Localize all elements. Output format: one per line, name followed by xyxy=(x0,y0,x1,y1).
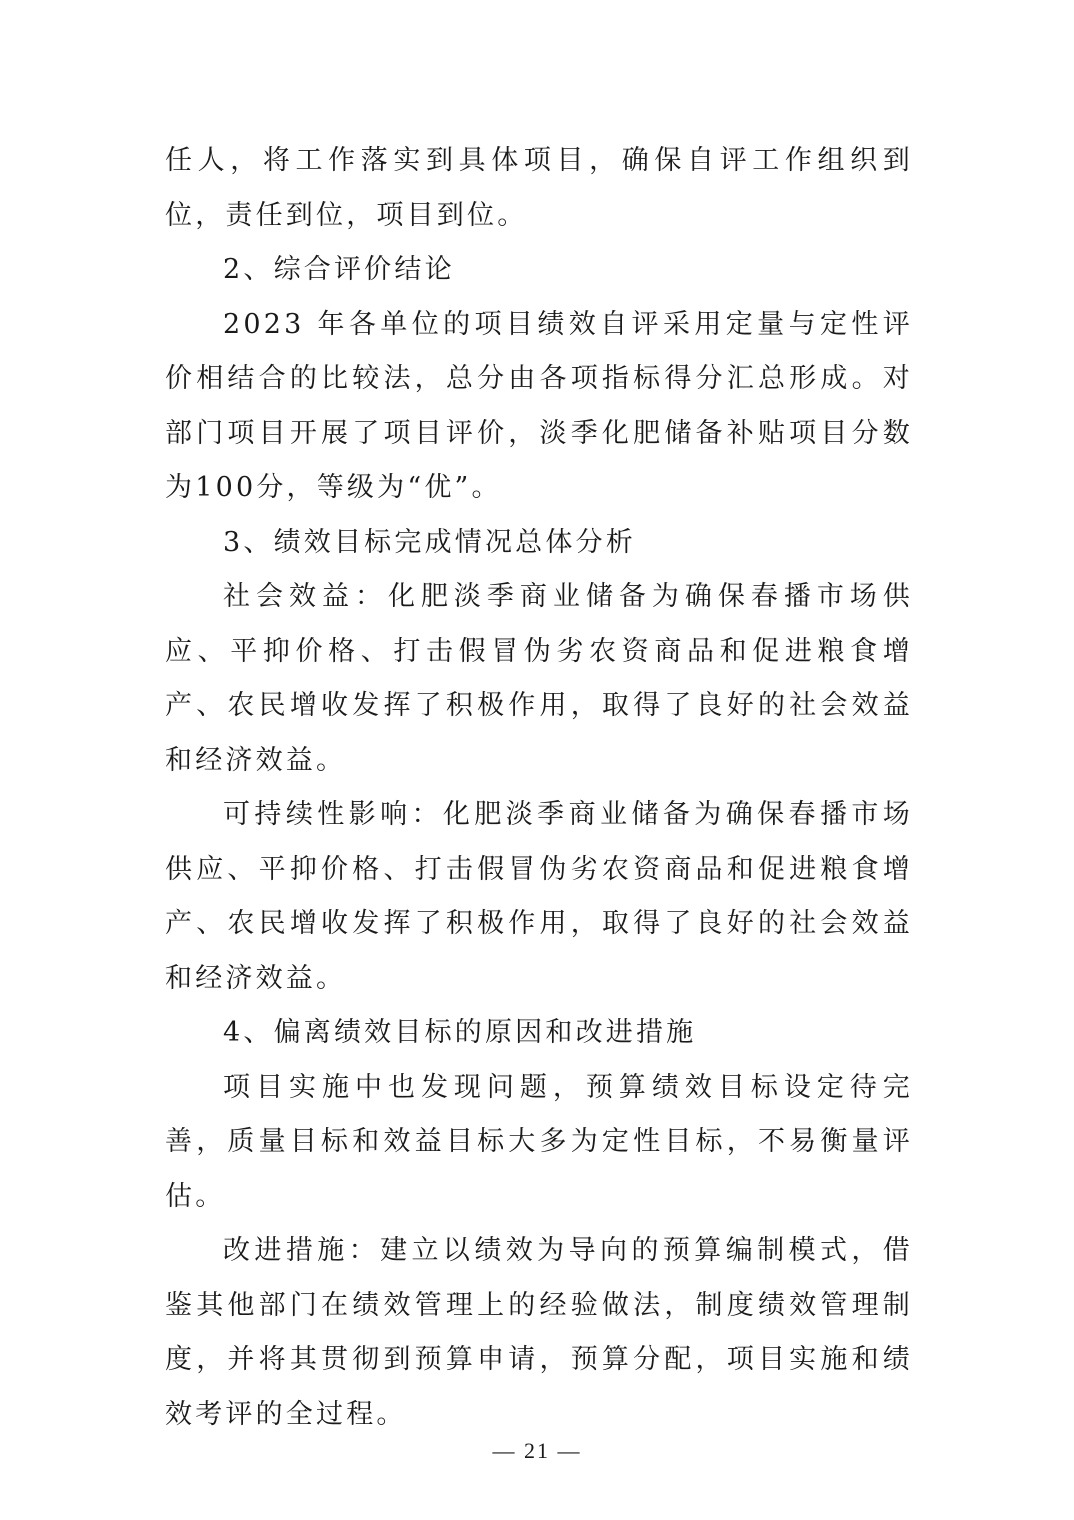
paragraph-continuation: 任人，将工作落实到具体项目，确保自评工作组织到位，责任到位，项目到位。 xyxy=(165,145,913,231)
paragraph-evaluation-conclusion: 2023 年各单位的项目绩效自评采用定量与定性评价相结合的比较法，总分由各项指标得分汇总形成。对部门项目开展了项目评价，淡季化肥储备补贴项目分数为100分，等级为“优”。 xyxy=(165,308,913,503)
paragraph-social-benefit: 社会效益：化肥淡季商业储备为确保春播市场供应、平抑价格、打击假冒伪劣农资商品和促进粮食增产、农民增收发挥了积极作用，取得了良好的社会效益和经济效益。 xyxy=(165,581,913,776)
paragraph-issues: 项目实施中也发现问题，预算绩效目标设定待完善，质量目标和效益目标大多为定性目标，不易衡量评估。 xyxy=(165,1071,913,1212)
paragraph-improvements: 改进措施：建立以绩效为导向的预算编制模式，借鉴其他部门在绩效管理上的经验做法，制度绩效管理制度，并将其贯彻到预算申请，预算分配，项目实施和绩效考评的全过程。 xyxy=(165,1235,913,1430)
section-heading-2: 2、综合评价结论 xyxy=(223,254,455,285)
page-number: — 21 — xyxy=(492,1438,582,1463)
section-heading-3: 3、绩效目标完成情况总体分析 xyxy=(223,526,636,558)
paragraph-sustainability: 可持续性影响：化肥淡季商业储备为确保春播市场供应、平抑价格、打击假冒伪劣农资商品和促进粮食增产、农民增收发挥了积极作用，取得了良好的社会效益和经济效益。 xyxy=(165,799,913,994)
document-body xyxy=(165,134,913,1442)
section-heading-4: 4、偏离绩效目标的原因和改进措施 xyxy=(223,1017,697,1048)
